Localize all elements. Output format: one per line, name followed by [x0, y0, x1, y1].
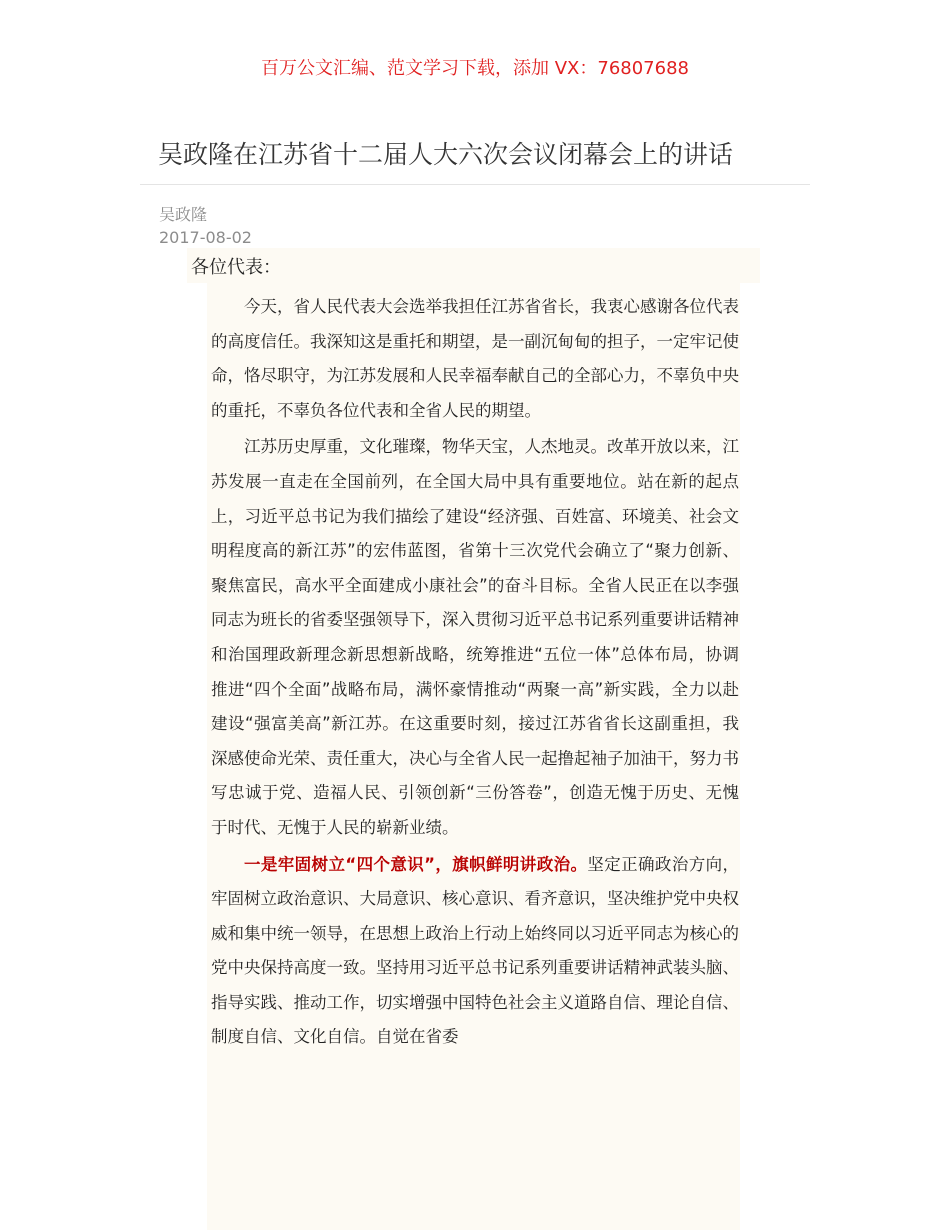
title-divider	[140, 184, 810, 185]
publish-date: 2017-08-02	[159, 228, 252, 247]
paragraph-1: 今天，省人民代表大会选举我担任江苏省省长，我衷心感谢各位代表的高度信任。我深知这是重托和期望，是一副沉甸甸的担子，一定牢记使命，恪尽职守，为江苏发展和人民幸福奉献自己的全部心力，不辜负中央的重托，不辜负各位代表和全省人民的期望。	[211, 297, 739, 420]
point-heading: 一是牢固树立“四个意识”，旗帜鲜明讲政治。	[244, 854, 588, 874]
point-text: 坚定正确政治方向，牢固树立政治意识、大局意识、核心意识、看齐意识，坚决维护党中央权威和集中统一领导，在思想上政治上行动上始终同以习近平同志为核心的党中央保持高度一致。坚持用习近平总书记系列重要讲话精神武装头脑、指导实践、推动工作，切实增强中国特色社会主义道路自信、理论自信、制度自信、文化自信。自觉在省委	[211, 854, 739, 1047]
paragraph-3	[211, 848, 739, 1056]
article-body	[211, 290, 739, 1057]
article-title: 吴政隆在江苏省十二届人大六次会议闭幕会上的讲话	[158, 140, 734, 169]
author-name: 吴政隆	[159, 205, 208, 224]
paragraph-2: 江苏历史厚重，文化璀璨，物华天宝，人杰地灵。改革开放以来，江苏发展一直走在全国前列，在全国大局中具有重要地位。站在新的起点上，习近平总书记为我们描绘了建设“经济强、百姓富、环境美、社会文明程度高的新江苏”的宏伟蓝图，省第十三次党代会确立了“聚力创新、聚焦富民，高水平全面建成小康社会”的奋斗目标。全省人民正在以李强同志为班长的省委坚强领导下，深入贯彻习近平总书记系列重要讲话精神和治国理政新理念新思想新战略，统筹推进“五位一体”总体布局，协调推进“四个全面”战略布局，满怀豪情推动“两聚一高”新实践，全力以赴建设“强富美高”新江苏。在这重要时刻，接过江苏省省长这副重担，我深感使命光荣、责任重大，决心与全省人民一起撸起袖子加油干，努力书写忠诚于党、造福人民、引领创新“三份答卷”，创造无愧于历史、无愧于时代、无愧于人民的崭新业绩。	[211, 437, 739, 837]
salutation: 各位代表：	[191, 257, 281, 278]
promo-banner: 百万公文汇编、范文学习下载，添加 VX：76807688	[261, 58, 689, 79]
